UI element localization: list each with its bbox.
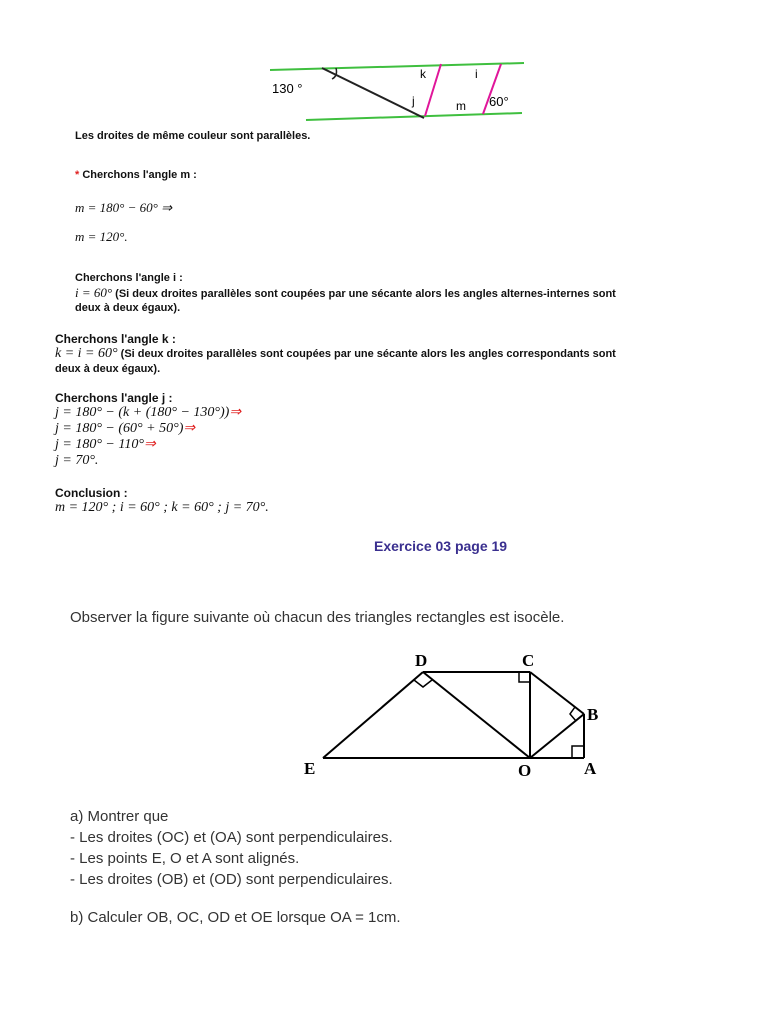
section-j-line1: j = 180° − (k + (180° − 130°))⇒ [55,405,242,420]
conclusion-text: m = 120° ; i = 60° ; k = 60° ; j = 70°. [55,500,269,515]
section-i-title: Cherchons l'angle i : [75,272,183,284]
section-j-lines [55,405,241,469]
segment-ED [323,672,423,758]
label-j: j [412,94,415,108]
section-i-formula: i = 60° [75,285,113,300]
right-angle-C [519,672,530,682]
implies-arrow: ⇒ [143,437,156,452]
section-i-body [75,286,725,315]
segment-CB [530,672,584,714]
section-i-text2: deux à deux égaux). [75,302,181,314]
section-j-line2: j = 180° − (60° + 50°)⇒ [55,421,196,436]
section-k-text2: deux à deux égaux). [55,363,161,375]
magenta-line-1 [425,64,441,116]
question-b: b) Calculer OB, OC, OD et OE lorsque OA = 1cm. [70,909,401,926]
implies-arrow: ⇒ [229,405,242,420]
conclusion-title: Conclusion : [55,486,128,500]
figure-caption: Les droites de même couleur sont parallèles. [75,130,311,142]
star-marker: * [75,169,80,181]
right-angle-B [570,707,576,721]
secant-black [322,68,424,118]
green-line-top [270,63,524,70]
point-label-B: B [587,705,599,724]
section-k-body [55,346,725,377]
instruction-text: Observer la figure suivante où chacun des triangles rectangles est isocèle. [70,609,565,626]
section-m-title [75,169,197,181]
point-label-E: E [304,759,316,778]
point-label-A: A [584,759,597,778]
section-m-line2: m = 120°. [75,229,128,244]
section-k-text: (Si deux droites parallèles sont coupées par une sécante alors les angles correspondants sont [120,348,616,360]
label-130: 130 ° [272,81,303,96]
label-60: 60° [489,94,509,109]
point-label-D: D [415,651,428,670]
implies-arrow: ⇒ [183,421,196,436]
question-a3: - Les droites (OB) et (OD) sont perpendiculaires. [70,871,393,888]
section-m-line1: m = 180° − 60° ⇒ [75,200,172,215]
question-a-title: a) Montrer que [70,808,169,825]
section-i-text: (Si deux droites parallèles sont coupées par une sécante alors les angles alternes-internes sont [115,288,616,300]
label-i: i [475,67,478,81]
exercise-title: Exercice 03 page 19 [374,538,508,554]
label-m: m [456,99,466,113]
section-j-title: Cherchons l'angle j : [55,391,173,405]
section-k-title: Cherchons l'angle k : [55,332,176,346]
question-a2: - Les points E, O et A sont alignés. [70,850,300,867]
point-label-O: O [518,761,532,780]
section-k-formula: k = i = 60° [55,346,118,361]
section-j-line3: j = 180° − 110°⇒ [55,437,156,452]
question-a1: - Les droites (OC) et (OA) sont perpendiculaires. [70,829,393,846]
section-m-title-text: Cherchons l'angle m : [82,169,197,181]
right-angle-D [414,680,432,687]
questions [70,806,393,890]
figure-triangles [290,640,620,785]
segment-DO [423,672,530,758]
point-label-C: C [522,651,535,670]
figure-angles [262,56,528,122]
right-angle-A [572,746,584,758]
section-j-line4: j = 70°. [55,453,99,468]
label-k: k [420,67,426,81]
